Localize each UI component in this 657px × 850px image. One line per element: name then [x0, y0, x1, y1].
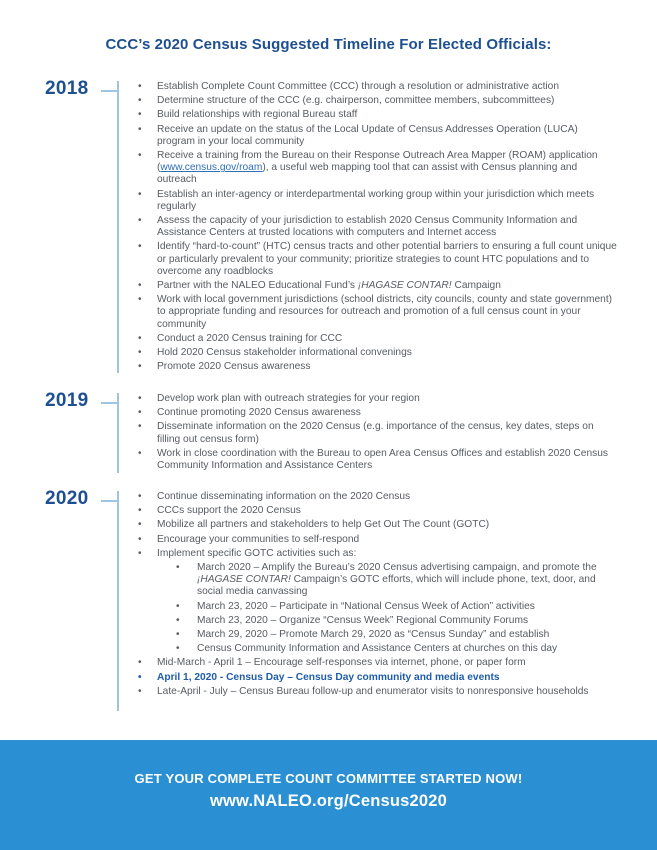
- list-item: • Late-April - July – Census Bureau follow-up and enumerator visits to nonresponsive households: [138, 686, 618, 698]
- list-item: • Build relationships with regional Bureau staff: [138, 109, 618, 121]
- item-text: Campaign: [451, 280, 501, 292]
- timeline-line: [117, 393, 119, 473]
- campaign-name: ¡HAGASE CONTAR!: [197, 574, 291, 586]
- timeline-tick: [101, 90, 117, 92]
- footer-url-link[interactable]: www.NALEO.org/Census2020: [209, 792, 448, 810]
- sub-list: [157, 562, 618, 655]
- list-item: • Establish an inter-agency or interdepartmental working group within your jurisdiction which meets regularly: [138, 189, 618, 213]
- list-item: • Establish Complete Count Committee (CCC) through a resolution or administrative action: [138, 81, 618, 93]
- list-item: • Receive an update on the status of the Local Update of Census Addresses Operation (LUCA) program in your local community: [138, 124, 618, 148]
- list-item: • Continue promoting 2020 Census awareness: [138, 407, 618, 419]
- item-list: [138, 393, 618, 474]
- list-item: • Hold 2020 Census stakeholder informational convenings: [138, 347, 618, 359]
- list-item: [138, 280, 618, 292]
- list-item: • Conduct a 2020 Census training for CCC: [138, 333, 618, 345]
- sub-list-item: • March 29, 2020 – Promote March 29, 2020 as “Census Sunday” and establish: [176, 629, 618, 641]
- list-item: • Mid-March - April 1 – Encourage self-responses via internet, phone, or paper form: [138, 657, 618, 669]
- page-title: CCC’s 2020 Census Suggested Timeline For Elected Officials:: [105, 36, 552, 53]
- list-item: • Continue disseminating information on the 2020 Census: [138, 491, 618, 503]
- item-text: Implement specific GOTC activities such as:: [157, 547, 357, 559]
- timeline-line: [117, 81, 119, 373]
- list-item: • Develop work plan with outreach strategies for your region: [138, 393, 618, 405]
- item-text: Partner with the NALEO Educational Fund’s: [157, 280, 358, 292]
- list-item: • Disseminate information on the 2020 Census (e.g. importance of the census, key dates, steps on filling out census form): [138, 421, 618, 445]
- census-day-item: • April 1, 2020 - Census Day – Census Day community and media events: [138, 672, 618, 684]
- item-text: March 2020 – Amplify the Bureau’s 2020 Census advertising campaign, and promote the: [197, 562, 597, 574]
- item-list: [138, 81, 618, 375]
- item-text: Campaign’s GOTC efforts, which will include phone, text, door, and social media canvassing: [197, 574, 596, 598]
- list-item: • CCCs support the 2020 Census: [138, 505, 618, 517]
- item-list: [138, 491, 618, 700]
- list-item: • Work with local government jurisdictions (school districts, city councils, county and state government) to appropriate funding and resources for outreach and promotion of a full census count in your community: [138, 294, 618, 331]
- sub-list-item: • March 23, 2020 – Organize “Census Week” Regional Community Forums: [176, 615, 618, 627]
- list-item: • Identify “hard-to-count” (HTC) census tracts and other potential barriers to ensuring a full count unique or particularly prevalent to your community; prioritize strategies to count HTC populations and to overcome any roadblocks: [138, 241, 618, 278]
- item-text: Receive a training from the Bureau on their Response Outreach Area Mapper (ROAM) application (: [157, 150, 598, 174]
- campaign-name: ¡HAGASE CONTAR!: [357, 280, 452, 292]
- list-item: [138, 548, 618, 656]
- timeline-tick: [101, 402, 117, 404]
- timeline-line: [117, 491, 119, 711]
- sub-list-item: • Census Community Information and Assistance Centers at churches on this day: [176, 643, 618, 655]
- roam-link[interactable]: www.census.gov/roam: [160, 162, 263, 174]
- list-item: [138, 150, 618, 187]
- sub-list-item: • March 23, 2020 – Participate in “National Census Week of Action” activities: [176, 601, 618, 613]
- year-label: 2019: [45, 390, 89, 411]
- list-item: • Work in close coordination with the Bureau to open Area Census Offices and establish 2020 Census Community Information and Assistance Centers: [138, 448, 618, 472]
- item-text: ), a useful web mapping tool that can assist with Census planning and outreach: [157, 162, 578, 186]
- list-item: • Mobilize all partners and stakeholders to help Get Out The Count (GOTC): [138, 519, 618, 531]
- sub-list-item: [176, 562, 618, 599]
- list-item: • Assess the capacity of your jurisdiction to establish 2020 Census Community Information and Assistance Centers at trusted locations with computers and Internet access: [138, 215, 618, 239]
- year-label: 2018: [45, 78, 89, 99]
- list-item: • Promote 2020 Census awareness: [138, 361, 618, 373]
- footer-cta: GET YOUR COMPLETE COUNT COMMITTEE STARTED NOW!: [134, 771, 523, 786]
- footer-banner: [0, 740, 657, 850]
- year-label: 2020: [45, 488, 89, 509]
- list-item: • Determine structure of the CCC (e.g. chairperson, committee members, subcommittees): [138, 95, 618, 107]
- list-item: • Encourage your communities to self-respond: [138, 534, 618, 546]
- timeline-tick: [101, 500, 117, 502]
